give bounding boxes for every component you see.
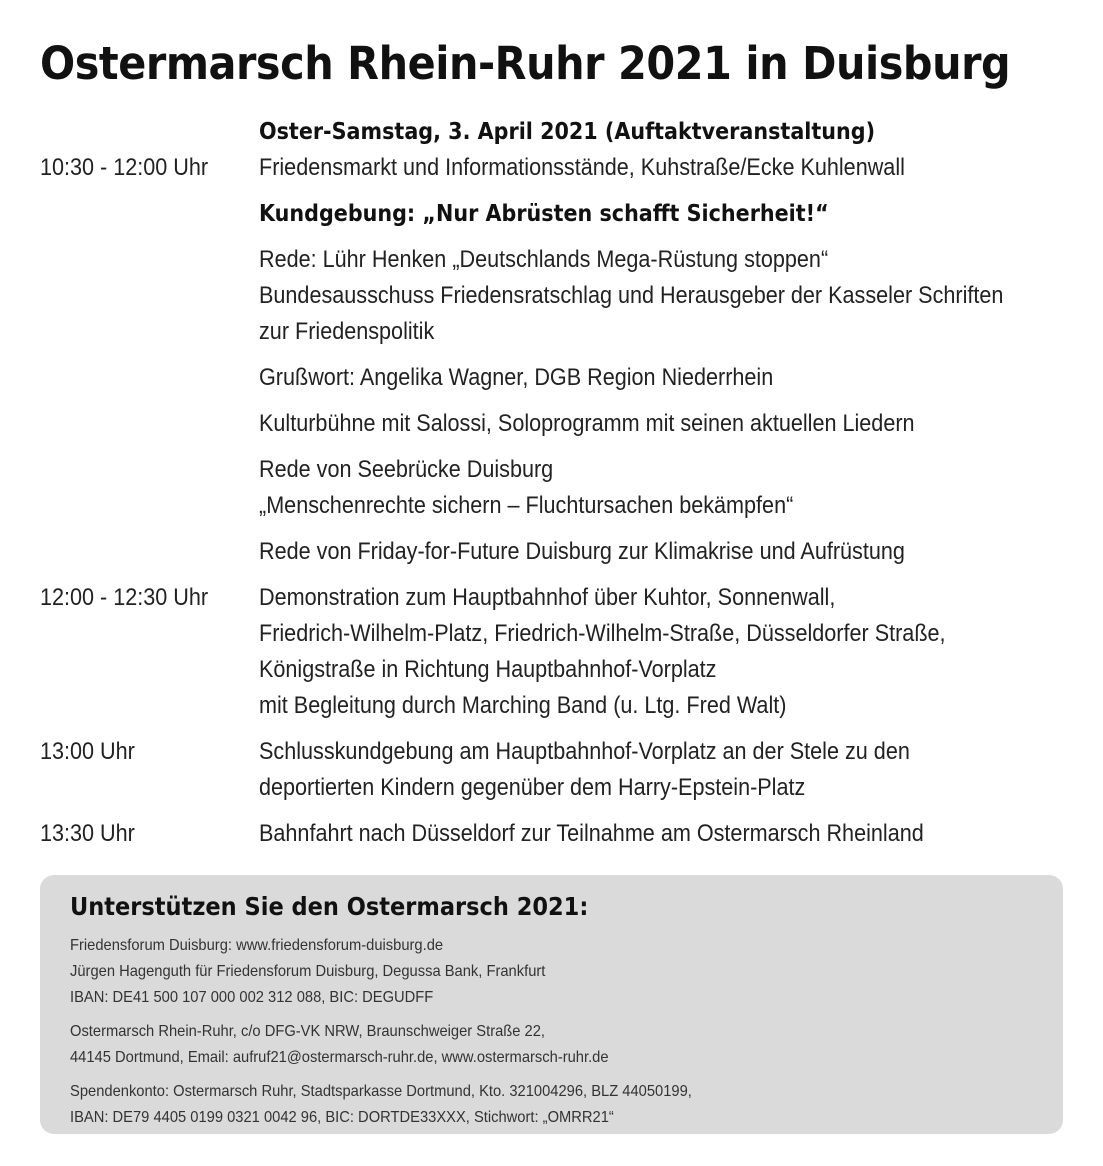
- schedule-line: Friedensmarkt und Informationsstände, Kuhstraße/Ecke Kuhlenwall: [259, 154, 905, 181]
- schedule-entry: [40, 114, 1080, 150]
- schedule-line: Rede: Lühr Henken „Deutschlands Mega-Rüstung stoppen“: [259, 246, 829, 273]
- support-line: Jürgen Hagenguth für Friedensforum Duisburg, Degussa Bank, Frankfurt: [70, 963, 546, 980]
- schedule-description: [259, 734, 1080, 806]
- schedule-entry: [40, 534, 1080, 570]
- schedule-line: deportierten Kindern gegenüber dem Harry-Epstein-Platz: [259, 774, 806, 801]
- schedule-line: Grußwort: Angelika Wagner, DGB Region Niederrhein: [259, 364, 774, 391]
- schedule-line: Rede von Seebrücke Duisburg: [259, 456, 554, 483]
- schedule-line: Königstraße in Richtung Hauptbahnhof-Vorplatz: [259, 656, 717, 683]
- schedule-line: Demonstration zum Hauptbahnhof über Kuhtor, Sonnenwall,: [259, 584, 836, 611]
- schedule-line: Bundesausschuss Friedensratschlag und Herausgeber der Kasseler Schriften: [259, 282, 1004, 309]
- schedule-description: [259, 580, 1080, 724]
- schedule-time: [40, 196, 237, 232]
- schedule-description: [259, 114, 1080, 150]
- schedule-entry: [40, 734, 1080, 806]
- support-details: [70, 933, 1033, 1131]
- schedule-time: 12:00 - 12:30 Uhr: [40, 584, 209, 611]
- schedule-description: [259, 816, 1080, 852]
- schedule-line: Kulturbühne mit Salossi, Soloprogramm mit seinen aktuellen Liedern: [259, 410, 915, 437]
- support-line: Friedensforum Duisburg: www.friedensforum-duisburg.de: [70, 937, 444, 954]
- schedule-time: [40, 534, 237, 570]
- schedule-description: [259, 150, 1080, 186]
- schedule-line: „Menschenrechte sichern – Fluchtursachen bekämpfen“: [259, 492, 794, 519]
- support-line: IBAN: DE41 500 107 000 002 312 088, BIC: DEGUDFF: [70, 989, 434, 1006]
- schedule-description: [259, 196, 1080, 232]
- schedule-description: [259, 452, 1080, 524]
- schedule-line: Bahnfahrt nach Düsseldorf zur Teilnahme am Ostermarsch Rheinland: [259, 820, 924, 847]
- schedule-entry: [40, 406, 1080, 442]
- schedule-description: [259, 406, 1080, 442]
- schedule-line: Schlusskundgebung am Hauptbahnhof-Vorplatz an der Stele zu den: [259, 738, 910, 765]
- schedule-time: 10:30 - 12:00 Uhr: [40, 154, 209, 181]
- support-line: 44145 Dortmund, Email: aufruf21@ostermarsch-ruhr.de, www.ostermarsch-ruhr.de: [70, 1049, 609, 1066]
- schedule-time: 13:00 Uhr: [40, 738, 135, 765]
- schedule-description: [259, 360, 1080, 396]
- schedule-entry: [40, 580, 1080, 724]
- page-title: Ostermarsch Rhein-Ruhr 2021 in Duisburg: [40, 37, 1011, 90]
- schedule-time: [40, 406, 237, 442]
- schedule-time: [40, 360, 237, 396]
- schedule-entry: [40, 816, 1080, 852]
- schedule-entry: [40, 242, 1080, 350]
- day-heading: Oster-Samstag, 3. April 2021 (Auftaktveranstaltung): [259, 119, 876, 145]
- support-line: Spendenkonto: Ostermarsch Ruhr, Stadtsparkasse Dortmund, Kto. 321004296, BLZ 44050199,: [70, 1083, 692, 1100]
- schedule-time: [40, 242, 237, 350]
- support-box: [40, 875, 1063, 1134]
- schedule-list: [40, 114, 1080, 852]
- schedule-time: 13:30 Uhr: [40, 820, 135, 847]
- support-line: Ostermarsch Rhein-Ruhr, c/o DFG-VK NRW, Braunschweiger Straße 22,: [70, 1023, 546, 1040]
- schedule-time: [40, 452, 237, 524]
- rally-heading: Kundgebung: „Nur Abrüsten schafft Sicherheit!“: [259, 201, 829, 227]
- schedule-entry: [40, 150, 1080, 186]
- support-title: Unterstützen Sie den Ostermarsch 2021:: [70, 892, 589, 921]
- schedule-line: Rede von Friday-for-Future Duisburg zur Klimakrise und Aufrüstung: [259, 538, 905, 565]
- schedule-line: zur Friedenspolitik: [259, 318, 435, 345]
- schedule-time: [40, 114, 237, 150]
- support-line: IBAN: DE79 4405 0199 0321 0042 96, BIC: DORTDE33XXX, Stichwort: „OMRR21“: [70, 1109, 614, 1126]
- schedule-line: Friedrich-Wilhelm-Platz, Friedrich-Wilhelm-Straße, Düsseldorfer Straße,: [259, 620, 946, 647]
- schedule-entry: [40, 360, 1080, 396]
- schedule-entry: [40, 196, 1080, 232]
- schedule-description: [259, 534, 1080, 570]
- schedule-description: [259, 242, 1086, 350]
- schedule-line: mit Begleitung durch Marching Band (u. Ltg. Fred Walt): [259, 692, 787, 719]
- schedule-entry: [40, 452, 1080, 524]
